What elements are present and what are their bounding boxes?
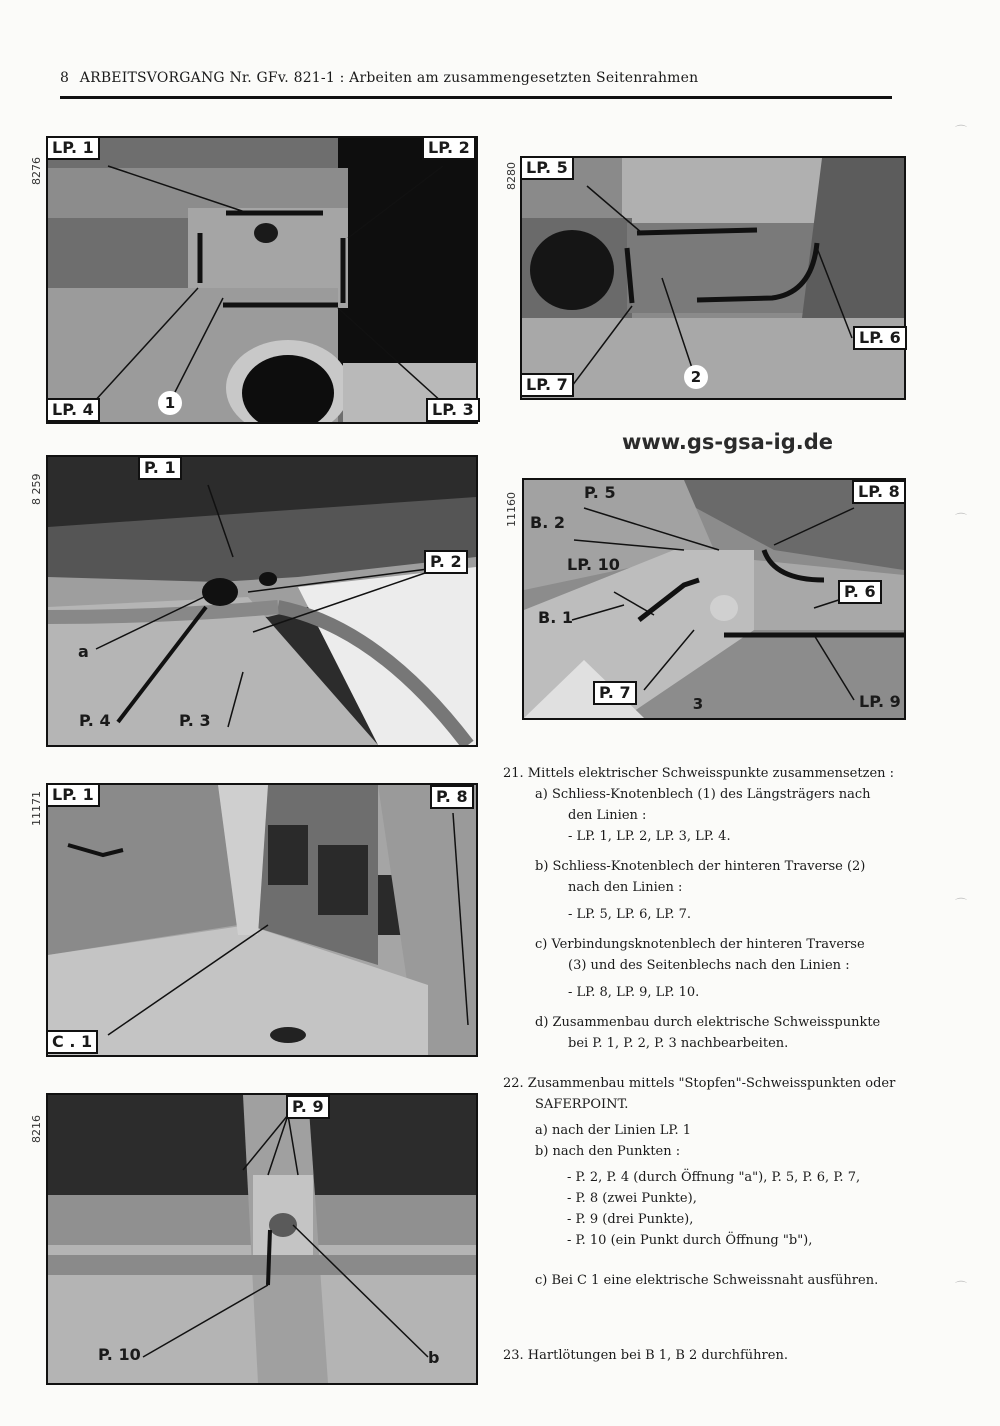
step-21: 21. Mittels elektrischer Schweisspunkte zusammensetzen :	[503, 766, 895, 781]
photo-side-frame-c1	[46, 783, 478, 1057]
label-lp5: LP. 5	[520, 156, 574, 180]
page-number: 8	[60, 70, 70, 86]
step-22b-item2: - P. 8 (zwei Punkte),	[567, 1191, 697, 1206]
step-21b-line3: - LP. 5, LP. 6, LP. 7.	[568, 907, 692, 922]
step-21a-line1: a) Schliess-Knotenblech (1) des Längsträgers nach	[535, 787, 871, 802]
step-21a-line2: den Linien :	[568, 808, 647, 823]
label-lp10: LP. 10	[567, 555, 620, 574]
label-a: a	[78, 642, 89, 661]
step-22b-item3: - P. 9 (drei Punkte),	[567, 1212, 694, 1227]
callout-2: 2	[684, 365, 708, 389]
step-21d-line1: d) Zusammenbau durch elektrische Schweisspunkte	[535, 1015, 881, 1030]
photo-node-p1-p4	[46, 455, 478, 747]
label-lp1-c: LP. 1	[46, 783, 100, 807]
photo-ref-11160: 11160	[505, 492, 518, 527]
step-21a-line3: - LP. 1, LP. 2, LP. 3, LP. 4.	[568, 829, 731, 844]
photo-ref-8280: 8280	[505, 162, 518, 190]
step-21c-line2: (3) und des Seitenblechs nach den Linien :	[568, 958, 850, 973]
step-21b-line2: nach den Linien :	[568, 880, 683, 895]
callout-1: 1	[158, 391, 182, 415]
callout-3: 3	[692, 695, 704, 713]
website-url: www.gs-gsa-ig.de	[622, 430, 833, 454]
step-21c-line1: c) Verbindungsknotenblech der hinteren Traverse	[535, 937, 865, 952]
step-22b-item4: - P. 10 (ein Punkt durch Öffnung "b"),	[567, 1233, 813, 1248]
label-p3: P. 3	[179, 711, 211, 730]
label-lp1: LP. 1	[46, 136, 100, 160]
label-lp2: LP. 2	[422, 136, 476, 160]
label-lp7: LP. 7	[520, 373, 574, 397]
label-p5: P. 5	[584, 483, 616, 502]
label-p9: P. 9	[286, 1095, 330, 1119]
photo-ref-8276: 8276	[30, 157, 43, 185]
step-22: 22. Zusammenbau mittels "Stopfen"-Schweisspunkten oder	[503, 1076, 896, 1091]
step-21d-line2: bei P. 1, P. 2, P. 3 nachbearbeiten.	[568, 1036, 789, 1051]
instructions	[503, 0, 983, 1426]
step-21b-line1: b) Schliess-Knotenblech der hinteren Traverse (2)	[535, 859, 866, 874]
step-21c-line3: - LP. 8, LP. 9, LP. 10.	[568, 985, 700, 1000]
label-b2: B. 2	[530, 513, 565, 532]
label-b: b	[428, 1348, 440, 1367]
photo-ref-8216: 8216	[30, 1115, 43, 1143]
label-p7: P. 7	[593, 681, 637, 705]
label-p1: P. 1	[138, 456, 182, 480]
step-23: 23. Hartlötungen bei B 1, B 2 durchführen.	[503, 1348, 788, 1363]
label-b1: B. 1	[538, 608, 573, 627]
step-22b: b) nach den Punkten :	[535, 1144, 681, 1159]
photo-frame-p9-p10	[46, 1093, 478, 1385]
label-c1: C . 1	[46, 1030, 98, 1054]
margin-mark: ⌒	[955, 1280, 968, 1294]
label-p8: P. 8	[430, 785, 474, 809]
label-lp4: LP. 4	[46, 398, 100, 422]
label-lp8: LP. 8	[852, 480, 906, 504]
step-22a: a) nach der Linien LP. 1	[535, 1123, 692, 1138]
label-p4: P. 4	[79, 711, 111, 730]
page-title: ARBEITSVORGANG Nr. GFv. 821-1 : Arbeiten am zusammengesetzten Seitenrahmen	[79, 70, 699, 86]
step-22b-item1: - P. 2, P. 4 (durch Öffnung "a"), P. 5, P. 6, P. 7,	[567, 1170, 861, 1185]
label-p2: P. 2	[424, 550, 468, 574]
label-p10: P. 10	[98, 1345, 141, 1364]
margin-mark: ⌒	[955, 897, 968, 911]
label-lp6: LP. 6	[853, 326, 907, 350]
step-22-line2: SAFERPOINT.	[535, 1097, 629, 1112]
margin-mark: ⌒	[955, 124, 968, 138]
step-22c: c) Bei C 1 eine elektrische Schweissnaht ausführen.	[535, 1273, 879, 1288]
photo-longitudinal-member	[46, 136, 478, 424]
label-lp3: LP. 3	[426, 398, 480, 422]
margin-mark: ⌒	[955, 512, 968, 526]
label-lp9: LP. 9	[859, 692, 901, 711]
photo-ref-11171: 11171	[30, 791, 43, 826]
label-p6: P. 6	[838, 580, 882, 604]
photo-ref-8259: 8 259	[30, 473, 43, 505]
